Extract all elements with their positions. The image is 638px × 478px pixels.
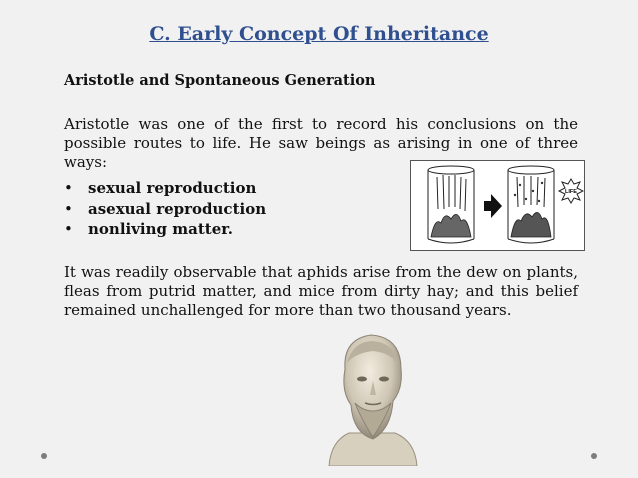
slide-title: C. Early Concept Of Inheritance <box>149 23 489 45</box>
intro-paragraph: Aristotle was one of the first to record his conclusions on the possible routes to life. He saw beings as arising in one of three ways: <box>64 115 578 171</box>
reproduction-list <box>64 178 266 240</box>
arrow-right-icon <box>484 194 502 218</box>
hay-pile-right <box>511 212 551 237</box>
right-decor-dot <box>591 453 597 459</box>
list-item: • sexual reproduction <box>64 178 266 199</box>
list-item: • nonliving matter. <box>64 219 266 240</box>
subheading: Aristotle and Spontaneous Generation <box>64 72 376 89</box>
hay-pile-left <box>431 214 471 237</box>
list-item: • asexual reproduction <box>64 199 266 220</box>
jar-illustration <box>411 161 584 250</box>
aristotle-bust-image <box>321 329 423 466</box>
left-decor-dot <box>41 453 47 459</box>
life-label: LIFE <box>565 189 577 195</box>
observation-paragraph: It was readily observable that aphids arise from the dew on plants, fleas from putrid matter, and mice from dirty hay; and this belief remained unchallenged for more than two thousand years. <box>64 263 578 319</box>
spontaneous-generation-figure <box>410 160 585 251</box>
